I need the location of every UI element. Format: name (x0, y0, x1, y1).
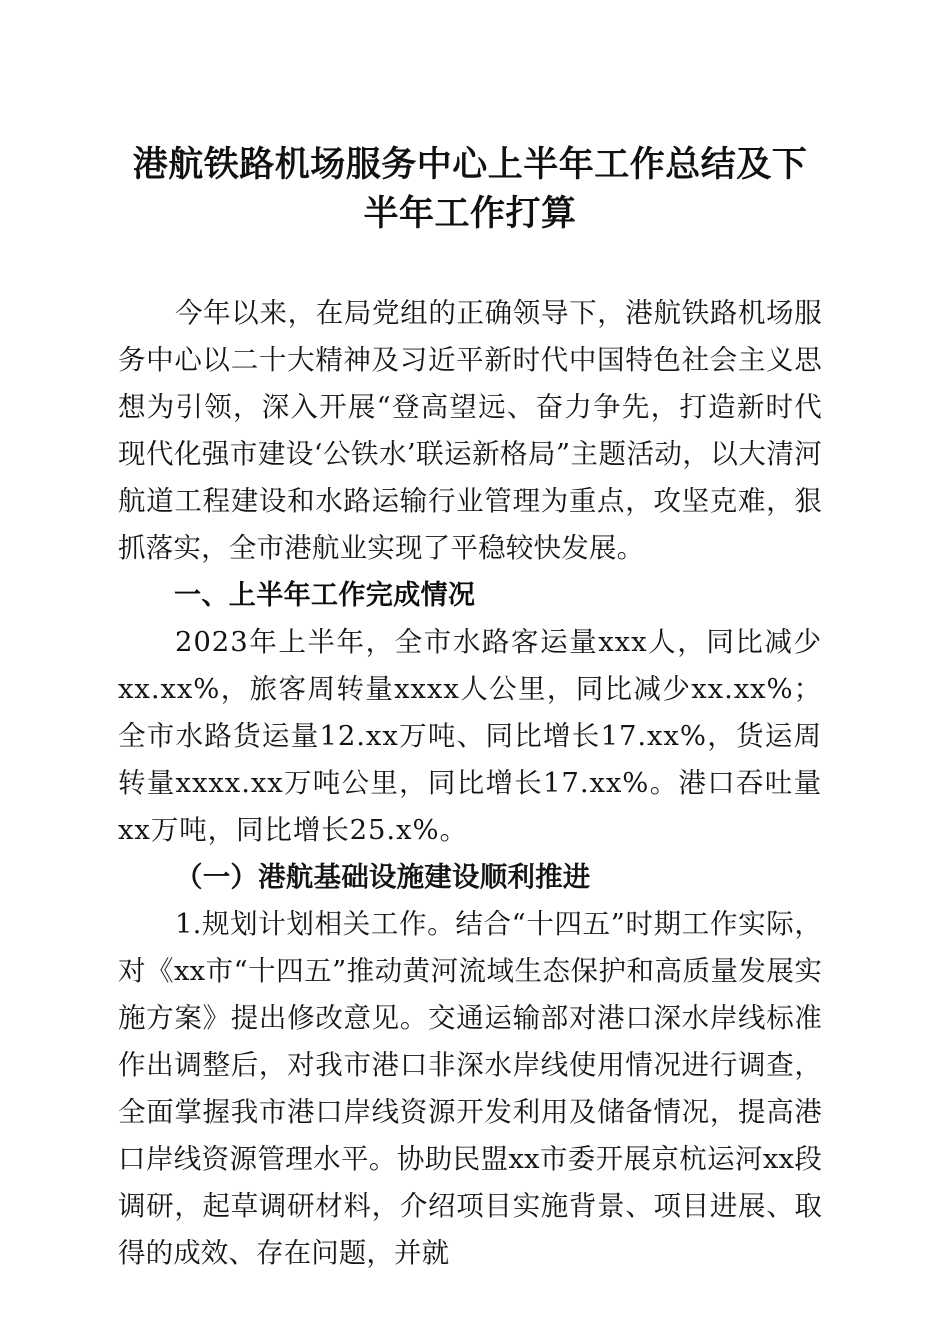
page-title: 港航铁路机场服务中心上半年工作总结及下半年工作打算 (132, 144, 808, 234)
section-heading-1: 一、上半年工作完成情况 (174, 580, 476, 610)
intro-paragraph: 今年以来，在局党组的正确领导下，港航铁路机场服务中心以二十大精神及习近平新时代中国特色社会主义思想为引领，深入开展“登高望远、奋力争先，打造新时代现代化强市建设‘公铁水’联运新格局”主题活动，以大清河航道工程建设和水路运输行业管理为重点，攻坚克难，狠抓落实，全市港航业实现了平稳较快发展。 (118, 297, 822, 564)
subsection-heading-1-1: （一）港航基础设施建设顺利推进 (175, 861, 591, 893)
section-1-statistics-paragraph: 2023年上半年，全市水路客运量xxx人，同比减少xx.xx%，旅客周转量xxxx人公里，同比减少xx.xx%；全市水路货运量12.xx万吨、同比增长17.xx%，货运周转量xxxx.xx万吨公里，同比增长17.xx%。港口吞吐量xx万吨，同比增长25.x%。 (118, 626, 822, 846)
subsection-1-1-body-paragraph: 1.规划计划相关工作。结合“十四五”时期工作实际，对《xx市“十四五”推动黄河流域生态保护和高质量发展实施方案》提出修改意见。交通运输部对港口深水岸线标准作出调整后，对我市港口非深水岸线使用情况进行调查，全面掌握我市港口岸线资源开发利用及储备情况，提高港口岸线资源管理水平。协助民盟xx市委开展京杭运河xx段调研，起草调研材料，介绍项目实施背景、项目进展、取得的成效、存在问题，并就 (118, 908, 822, 1269)
